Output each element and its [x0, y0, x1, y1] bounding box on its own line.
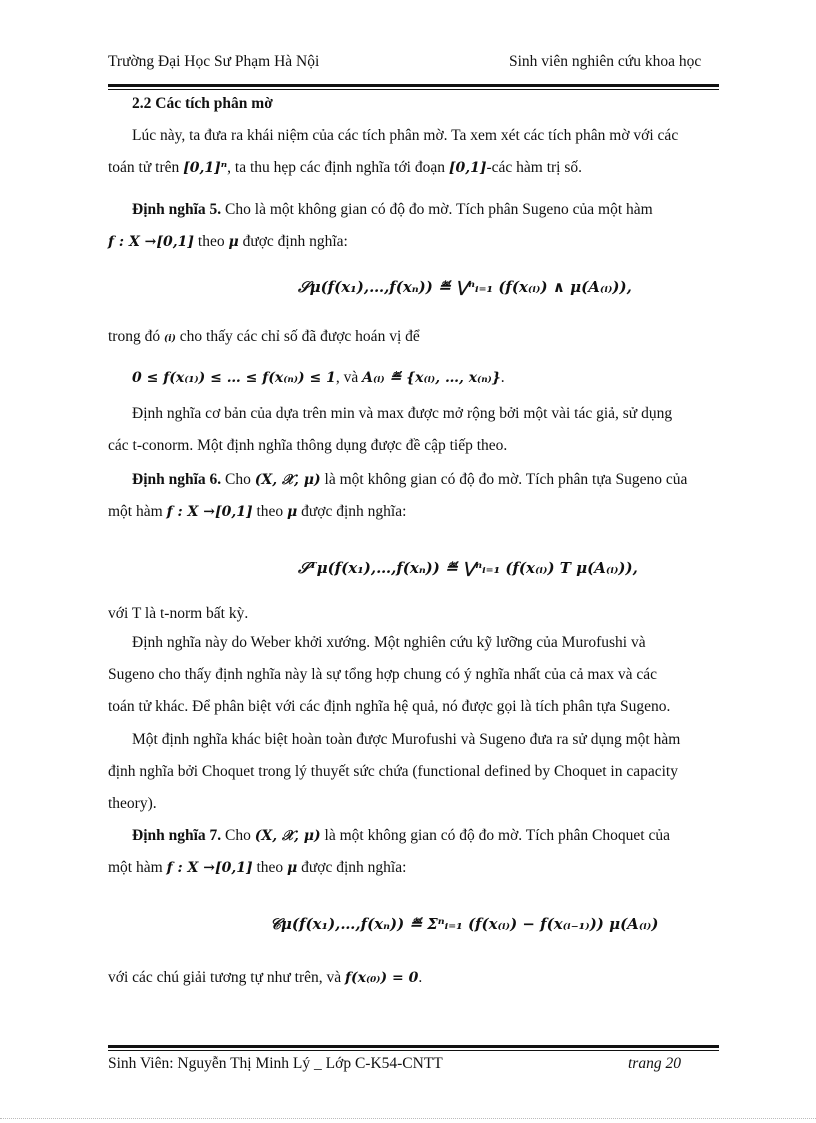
paragraph-tnorm: với T là t-norm bất kỳ.	[108, 605, 249, 622]
weber-line-2: Sugeno cho thấy định nghĩa này là sự tổng hợp chung có ý nghĩa nhất của cả max và các	[108, 666, 658, 683]
def5-label: Định nghĩa 5.	[132, 201, 222, 218]
def5-function: f : X →[0,1]	[108, 234, 195, 250]
def6-defined: được định nghĩa:	[301, 503, 407, 520]
footer-rule-thin	[108, 1050, 719, 1051]
where-index: (i)	[163, 334, 176, 344]
paragraph-weber	[108, 627, 756, 723]
def7-l2a: một hàm	[108, 859, 163, 876]
intro-line-2b: , ta thu hẹp các định nghĩa tới đoạn	[227, 159, 445, 176]
paragraph-extension	[108, 398, 756, 462]
def5-theo: theo	[197, 233, 225, 250]
def6-label: Định nghĩa 6.	[132, 471, 222, 488]
equation-sugeno: 𝒮μ(f(x₁),…,f(xₙ)) ≝ ⋁ⁿᵢ₌₁ (f(x₍ᵢ₎) ∧ μ(A₍ᵢ₎)),	[298, 278, 632, 296]
equation-quasi-sugeno: 𝒮ᵀμ(f(x₁),…,f(xₙ)) ≝ ⋁ⁿᵢ₌₁ (f(x₍ᵢ₎) T μ(A₍ᵢ₎)),	[298, 559, 638, 577]
paragraph-def6	[108, 464, 756, 528]
final-condition: f(x₍₀₎) = 0	[345, 970, 419, 986]
def5-text: Cho là một không gian có độ đo mờ. Tích phân Sugeno của một hàm	[225, 201, 653, 218]
page-number: trang 20	[628, 1055, 681, 1072]
condition-and: , và	[335, 369, 359, 386]
intro-line-2c: -các hàm trị số.	[486, 159, 583, 176]
paragraph-where	[108, 321, 756, 355]
def7-mu: μ	[287, 860, 298, 876]
section-title: 2.2 Các tích phân mờ	[132, 95, 273, 112]
footer-author: Sinh Viên: Nguyễn Thị Minh Lý _ Lớp C-K54-CNTT	[108, 1055, 443, 1072]
paragraph-intro	[108, 120, 756, 184]
choquet-line-1: Một định nghĩa khác biệt hoàn toàn được Murofushi và Sugeno đưa ra sử dụng một hàm	[132, 731, 681, 748]
where-a: trong đó	[108, 328, 161, 345]
choquet-line-3: theory).	[108, 795, 157, 812]
condition-end: .	[500, 369, 505, 386]
def7-function: f : X →[0,1]	[166, 860, 253, 876]
paragraph-condition	[132, 362, 692, 394]
page-edge-divider	[0, 1118, 816, 1119]
equation-choquet: 𝒞μ(f(x₁),…,f(xₙ)) ≝ Σⁿᵢ₌₁ (f(x₍ᵢ₎) − f(x₍ᵢ₋₁₎)) μ(A₍ᵢ₎)	[270, 915, 659, 933]
weber-line-3: toán tử khác. Để phân biệt với các định nghĩa hệ quả, nó được gọi là tích phân tựa Sugeno.	[108, 698, 671, 715]
footer-rule-thick	[108, 1045, 719, 1048]
final-end: .	[418, 969, 423, 986]
paragraph-def5	[108, 194, 756, 258]
condition-ordering: 0 ≤ f(x₍₁₎) ≤ … ≤ f(x₍ₙ₎) ≤ 1	[132, 370, 336, 386]
header-rule-thick	[108, 84, 719, 87]
paragraph-def7	[108, 820, 756, 884]
choquet-line-2: định nghĩa bởi Choquet trong lý thuyết sức chứa (functional defined by Choquet in capacity	[108, 763, 678, 780]
def7-theo: theo	[256, 859, 284, 876]
def5-mu: μ	[228, 234, 239, 250]
where-b: cho thấy các chỉ số đã được hoán vị để	[179, 328, 420, 345]
def6-b: là một không gian có độ đo mờ. Tích phân tựa Sugeno của	[324, 471, 688, 488]
header-rule-thin	[108, 89, 719, 90]
def7-defined: được định nghĩa:	[301, 859, 407, 876]
final-a: với các chú giải tương tự như trên, và	[108, 969, 342, 986]
header-program: Sinh viên nghiên cứu khoa học	[509, 53, 702, 70]
def6-function: f : X →[0,1]	[166, 504, 253, 520]
def7-label: Định nghĩa 7.	[132, 827, 222, 844]
def6-l2a: một hàm	[108, 503, 163, 520]
intro-line-2a: toán tử trên	[108, 159, 180, 176]
weber-line-1: Định nghĩa này do Weber khởi xướng. Một nghiên cứu kỹ lưỡng của Murofushi và	[132, 634, 646, 651]
paragraph-final	[108, 962, 756, 994]
extension-line-1: Định nghĩa cơ bản của dựa trên min và max được mở rộng bởi một vài tác giả, sử dụng	[132, 405, 673, 422]
extension-line-2: các t-conorm. Một định nghĩa thông dụng được đề cập tiếp theo.	[108, 437, 508, 454]
def7-b: là một không gian có độ đo mờ. Tích phân Choquet của	[324, 827, 670, 844]
def7-space: (X, 𝒳, μ)	[254, 828, 321, 844]
def6-a: Cho	[225, 471, 251, 488]
paragraph-choquet-intro	[108, 724, 756, 820]
condition-set: A₍ᵢ₎ ≝ {x₍ᵢ₎, …, x₍ₙ₎}	[362, 370, 501, 386]
def7-a: Cho	[225, 827, 251, 844]
def5-defined: được định nghĩa:	[242, 233, 348, 250]
def6-mu: μ	[287, 504, 298, 520]
header-school: Trường Đại Học Sư Phạm Hà Nội	[108, 53, 320, 70]
intro-line-1: Lúc này, ta đưa ra khái niệm của các tích phân mờ. Ta xem xét các tích phân mờ với các	[132, 127, 679, 144]
def6-theo: theo	[256, 503, 284, 520]
math-unit-interval: [0,1]	[448, 160, 487, 176]
math-unit-cube: [0,1]ⁿ	[183, 160, 228, 176]
def6-space: (X, 𝒳, μ)	[254, 472, 321, 488]
